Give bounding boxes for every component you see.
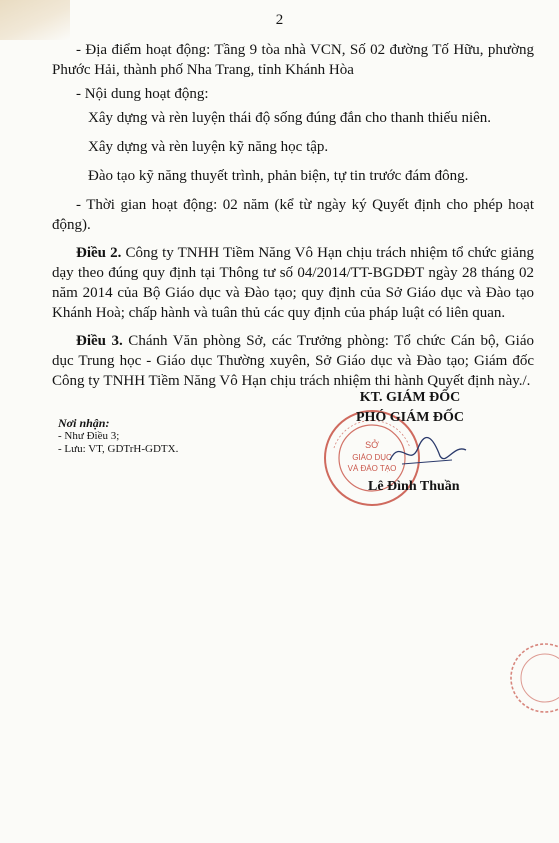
svg-text:VÀ ĐÀO TẠO: VÀ ĐÀO TẠO [347,464,397,473]
recipients-title: Nơi nhận: [58,416,110,430]
handwritten-signature [382,430,472,475]
recipients-block [58,417,178,456]
signature-role-2: PHÓ GIÁM ĐỐC [355,410,465,425]
content-item-1: Xây dựng và rèn luyện thái độ sống đúng đắn cho thanh thiếu niên. [88,110,492,126]
article-2-label: Điều 2. [76,245,122,261]
article-3-text: Chánh Văn phòng Sở, các Trưởng phòng: Tổ chức Cán bộ, Giáo dục Trung học - Giáo dục Thường xuyên, Sở Giáo dục và Đào tạo; Giám đốc Công ty TNHH Tiềm Năng Vô Hạn chịu trách nhiệm thi hành Quyết định này./. [52,333,534,389]
duration-paragraph: - Thời gian hoạt động: 02 năm (kể từ ngày ký Quyết định cho phép hoạt động). [52,197,534,233]
margin-seal [500,638,559,718]
document-body [52,40,534,393]
svg-text:SỞ: SỞ [365,440,379,450]
article-3-label: Điều 3. [76,333,123,349]
location-paragraph: - Địa điểm hoạt động: Tầng 9 tòa nhà VCN, Số 02 đường Tố Hữu, phường Phước Hải, thành phố Nha Trang, tỉnh Khánh Hòa [52,42,534,78]
page-number: 2 [275,12,284,28]
recipient-item: - Như Điều 3; [58,430,120,442]
article-3 [52,331,534,391]
recipient-item: - Lưu: VT, GDTrH-GDTX. [58,443,179,455]
content-item-3: Đào tạo kỹ năng thuyết trình, phản biện, tự tin trước đám đông. [88,168,469,184]
signer-name: Lê Đình Thuần [368,479,460,494]
signature-block [330,388,490,428]
signature-role-1: KT. GIÁM ĐỐC [359,390,461,405]
content-heading: - Nội dung hoạt động: [76,86,209,102]
article-2 [52,243,534,323]
svg-text:GIÁO DỤC: GIÁO DỤC [352,453,392,462]
article-2-text: Công ty TNHH Tiềm Năng Vô Hạn chịu trách nhiệm tổ chức giảng dạy theo đúng quy định tại Thông tư số 04/2014/TT-BGDĐT ngày 28 tháng 02 năm 2014 của Bộ Giáo dục và Đào tạo; quy định của Sở Giáo dục và Đào tạo Khánh Hoà; chấp hành và tuân thủ các quy định của pháp luật có liên quan. [52,245,535,321]
content-item-2: Xây dựng và rèn luyện kỹ năng học tập. [88,139,329,155]
